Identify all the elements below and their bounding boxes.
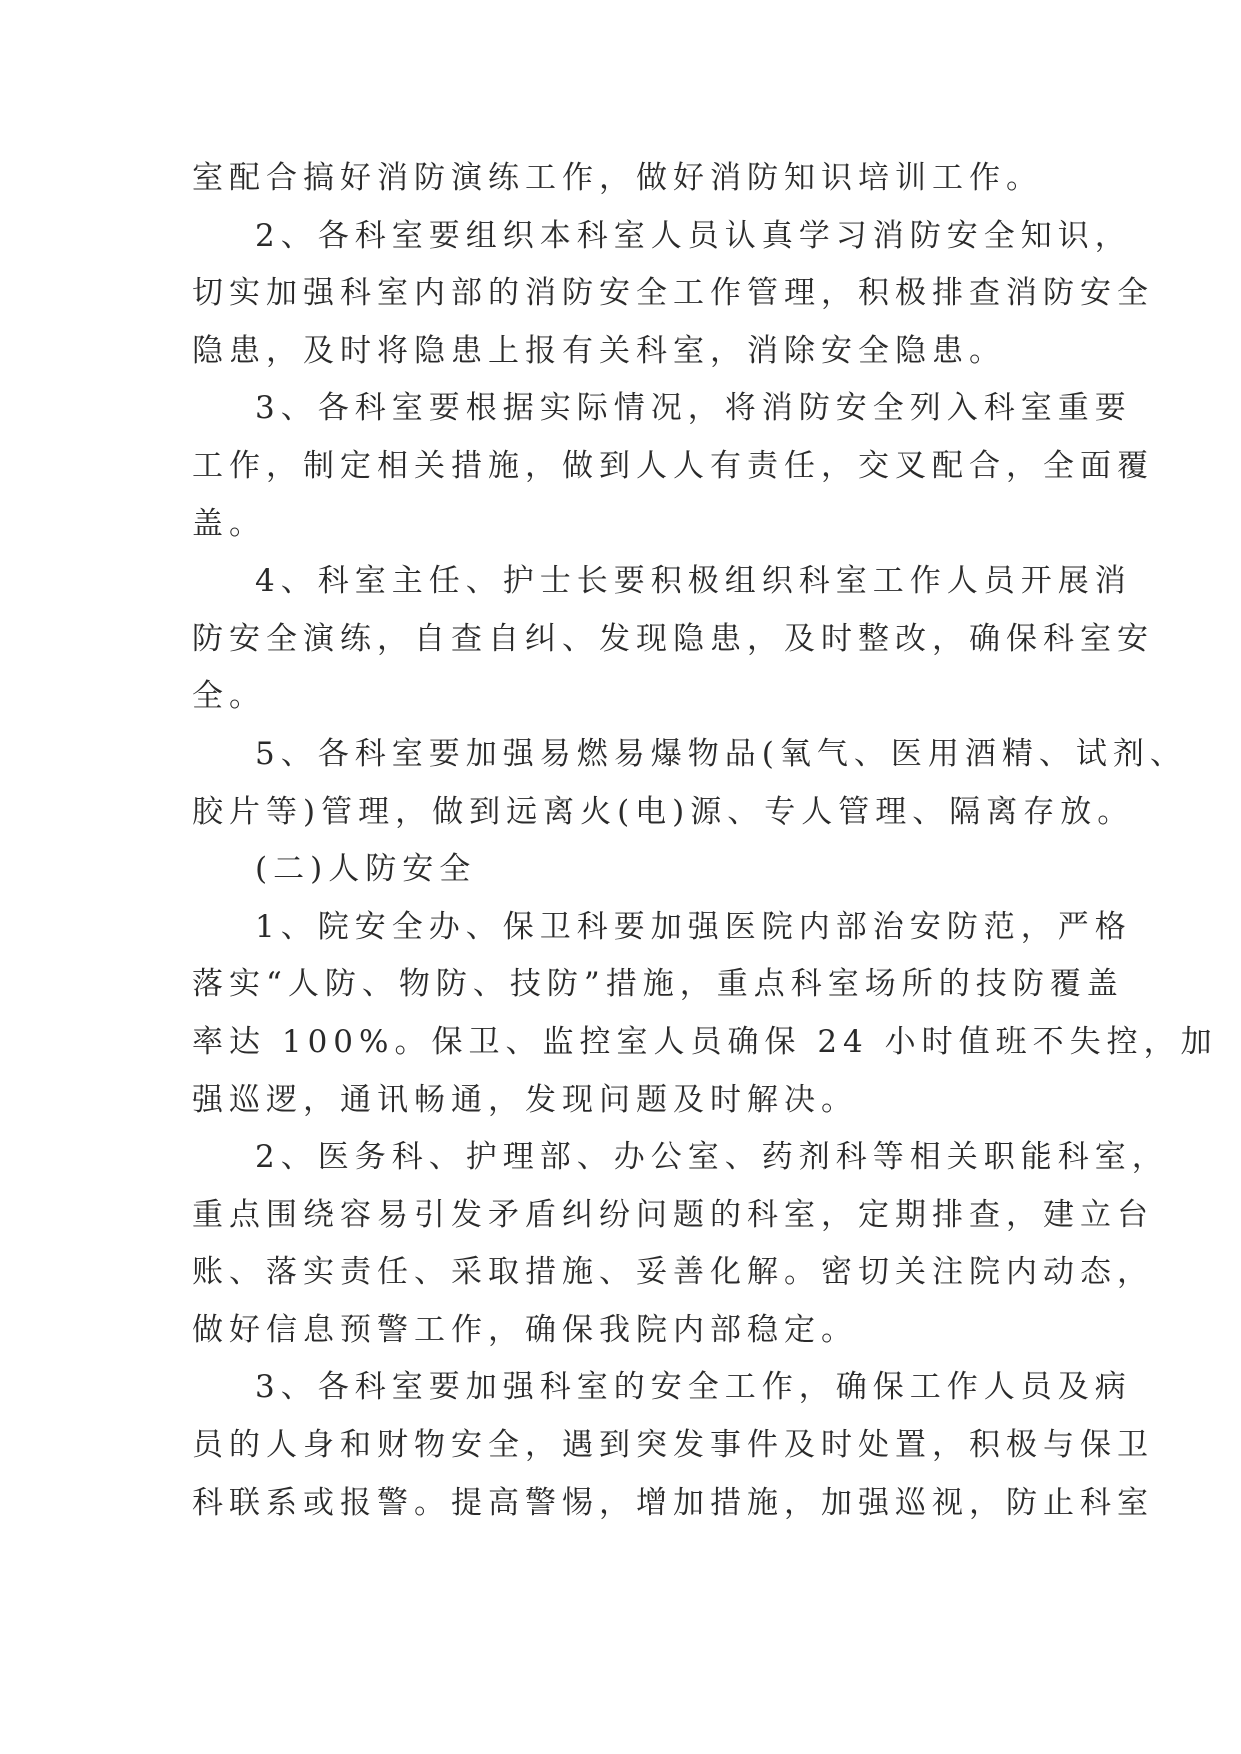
text-line: 3、各科室要根据实际情况，将消防安全列入科室重要 xyxy=(255,390,1132,427)
text-line: 2、医务科、护理部、办公室、药剂科等相关职能科室， xyxy=(255,1139,1169,1176)
text-line: 做好信息预警工作，确保我院内部稳定。 xyxy=(192,1311,858,1348)
section-heading: (二)人防安全 xyxy=(255,851,477,888)
text-line: 2、各科室要组织本科室人员认真学习消防安全知识， xyxy=(255,217,1132,254)
text-line: 胶片等)管理，做到远离火(电)源、专人管理、隔离存放。 xyxy=(192,793,1135,830)
text-line: 率达 100%。保卫、监控室人员确保 24 小时值班不失控，加 xyxy=(192,1023,1218,1060)
text-line: 落实“人防、物防、技防”措施，重点科室场所的技防覆盖 xyxy=(192,966,1124,1003)
text-line: 全。 xyxy=(192,678,266,715)
text-line: 3、各科室要加强科室的安全工作，确保工作人员及病 xyxy=(255,1369,1132,1406)
text-line: 科联系或报警。提高警惕，增加措施，加强巡视，防止科室 xyxy=(192,1484,1154,1521)
text-line: 员的人身和财物安全，遇到突发事件及时处置，积极与保卫 xyxy=(192,1427,1154,1464)
text-line: 重点围绕容易引发矛盾纠纷问题的科室，定期排查，建立台 xyxy=(192,1196,1154,1233)
text-line: 切实加强科室内部的消防安全工作管理，积极排查消防安全 xyxy=(192,275,1154,312)
text-line: 隐患，及时将隐患上报有关科室，消除安全隐患。 xyxy=(192,332,1006,369)
text-line: 强巡逻，通讯畅通，发现问题及时解决。 xyxy=(192,1081,858,1118)
text-line: 5、各科室要加强易燃易爆物品(氧气、医用酒精、试剂、 xyxy=(255,735,1187,772)
text-line: 室配合搞好消防演练工作，做好消防知识培训工作。 xyxy=(192,160,1043,196)
text-line: 工作，制定相关措施，做到人人有责任，交叉配合，全面覆 xyxy=(192,447,1154,484)
text-line: 盖。 xyxy=(192,505,266,542)
text-line: 账、落实责任、采取措施、妥善化解。密切关注院内动态， xyxy=(192,1254,1154,1291)
text-line: 4、科室主任、护士长要积极组织科室工作人员开展消 xyxy=(255,563,1132,600)
text-line: 1、院安全办、保卫科要加强医院内部治安防范，严格 xyxy=(255,908,1132,945)
document-body xyxy=(192,150,1218,1532)
text-line: 防安全演练，自查自纠、发现隐患，及时整改，确保科室安 xyxy=(192,620,1154,657)
